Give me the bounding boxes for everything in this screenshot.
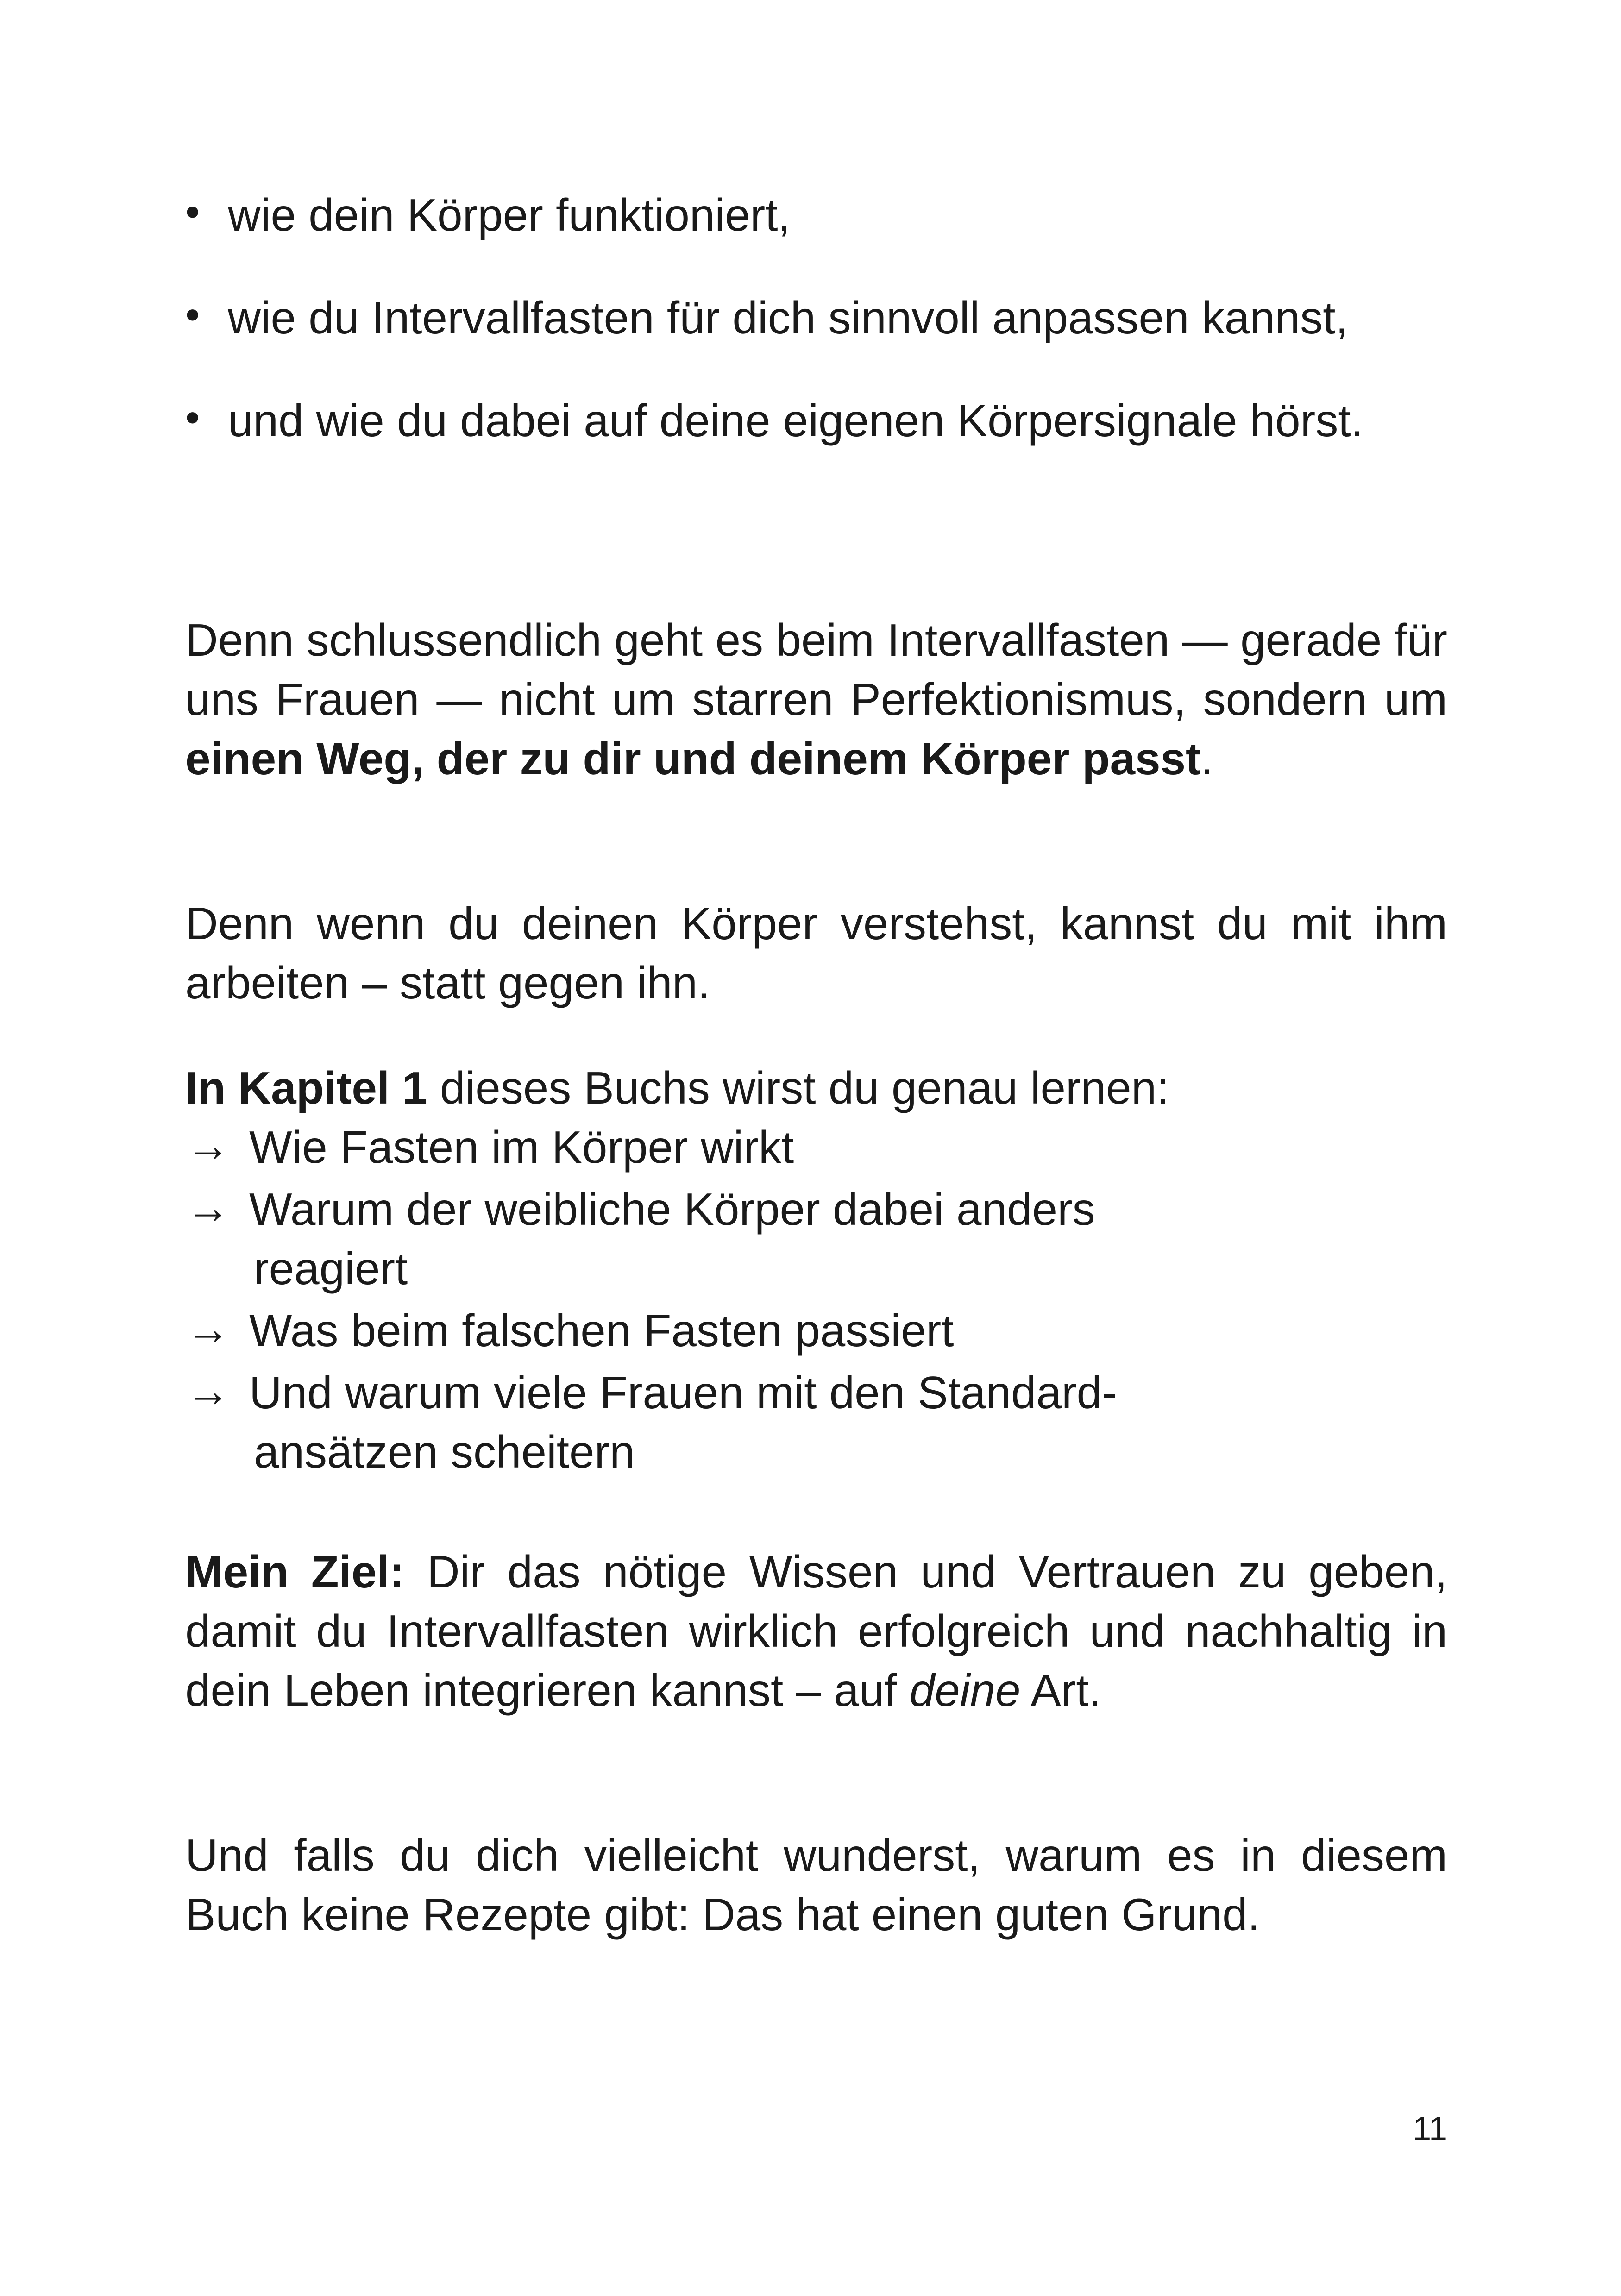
list-item-text: Warum der weibliche Körper dabei anders <box>249 1184 1095 1235</box>
list-item-text: wie du Intervallfasten für dich sinnvoll anpassen kannst, <box>228 292 1348 343</box>
list-item-text: Was beim falschen Fasten passiert <box>249 1305 954 1356</box>
list-item <box>185 1363 1447 1481</box>
chapter-topic-list <box>185 1117 1447 1481</box>
bullet-list <box>185 185 1447 494</box>
goal-label: Mein Ziel: <box>185 1546 405 1597</box>
paragraph-recipes <box>185 1826 1447 1944</box>
arrow-right-icon: → <box>185 1182 231 1233</box>
bullet-icon: • <box>185 292 200 338</box>
chapter-section <box>185 1058 1447 1484</box>
paragraph-end: . <box>1200 733 1213 784</box>
paragraph-goal <box>185 1542 1447 1720</box>
chapter-reference: In Kapitel 1 <box>185 1062 427 1113</box>
list-item <box>185 391 1447 450</box>
bullet-icon: • <box>185 395 200 441</box>
arrow-right-icon: → <box>185 1365 231 1416</box>
paragraph-italic: deine <box>909 1665 1021 1716</box>
list-item-continuation: ansätzen scheitern <box>254 1426 635 1477</box>
page-number: 11 <box>1413 2110 1447 2147</box>
paragraph-text: Denn schlussendlich geht es beim Intervallfasten — gerade für uns Frauen — nicht um starren Perfektionismus, sondern um <box>185 615 1447 725</box>
list-item <box>185 185 1447 245</box>
list-item-continuation: reagiert <box>254 1243 408 1294</box>
bullet-icon: • <box>185 189 200 235</box>
list-item <box>185 288 1447 347</box>
list-item-text: und wie du dabei auf deine eigenen Körpersignale hörst. <box>228 395 1363 446</box>
arrow-right-icon: → <box>185 1120 231 1171</box>
paragraph-perfectionism <box>185 610 1447 788</box>
list-item-text: Wie Fasten im Körper wirkt <box>249 1122 794 1173</box>
paragraph-emphasis: einen Weg, der zu dir und deinem Körper passt <box>185 733 1201 784</box>
list-item <box>185 1301 1447 1360</box>
list-item-text: wie dein Körper funktioniert, <box>228 189 791 240</box>
paragraph-end: Art. <box>1020 1665 1101 1716</box>
list-item <box>185 1117 1447 1177</box>
paragraph-text: Und falls du dich vielleicht wunderst, warum es in diesem Buch keine Rezepte gibt: Das hat einen guten Grund. <box>185 1830 1447 1940</box>
paragraph-text: Denn wenn du deinen Körper verstehst, kannst du mit ihm arbeiten – statt gegen ihn. <box>185 898 1447 1008</box>
arrow-right-icon: → <box>185 1303 231 1354</box>
paragraph-text: Dir das nötige Wissen und Vertrauen zu geben, damit du Intervallfasten wirklich erfolgreich und nachhaltig in dein Leben integrieren kannst – auf <box>185 1546 1447 1716</box>
chapter-intro-text: dieses Buchs wirst du genau lernen: <box>427 1062 1169 1113</box>
chapter-intro <box>185 1058 1447 1117</box>
list-item-text: Und warum viele Frauen mit den Standard- <box>249 1367 1117 1418</box>
paragraph-understanding <box>185 894 1447 1012</box>
list-item <box>185 1179 1447 1298</box>
